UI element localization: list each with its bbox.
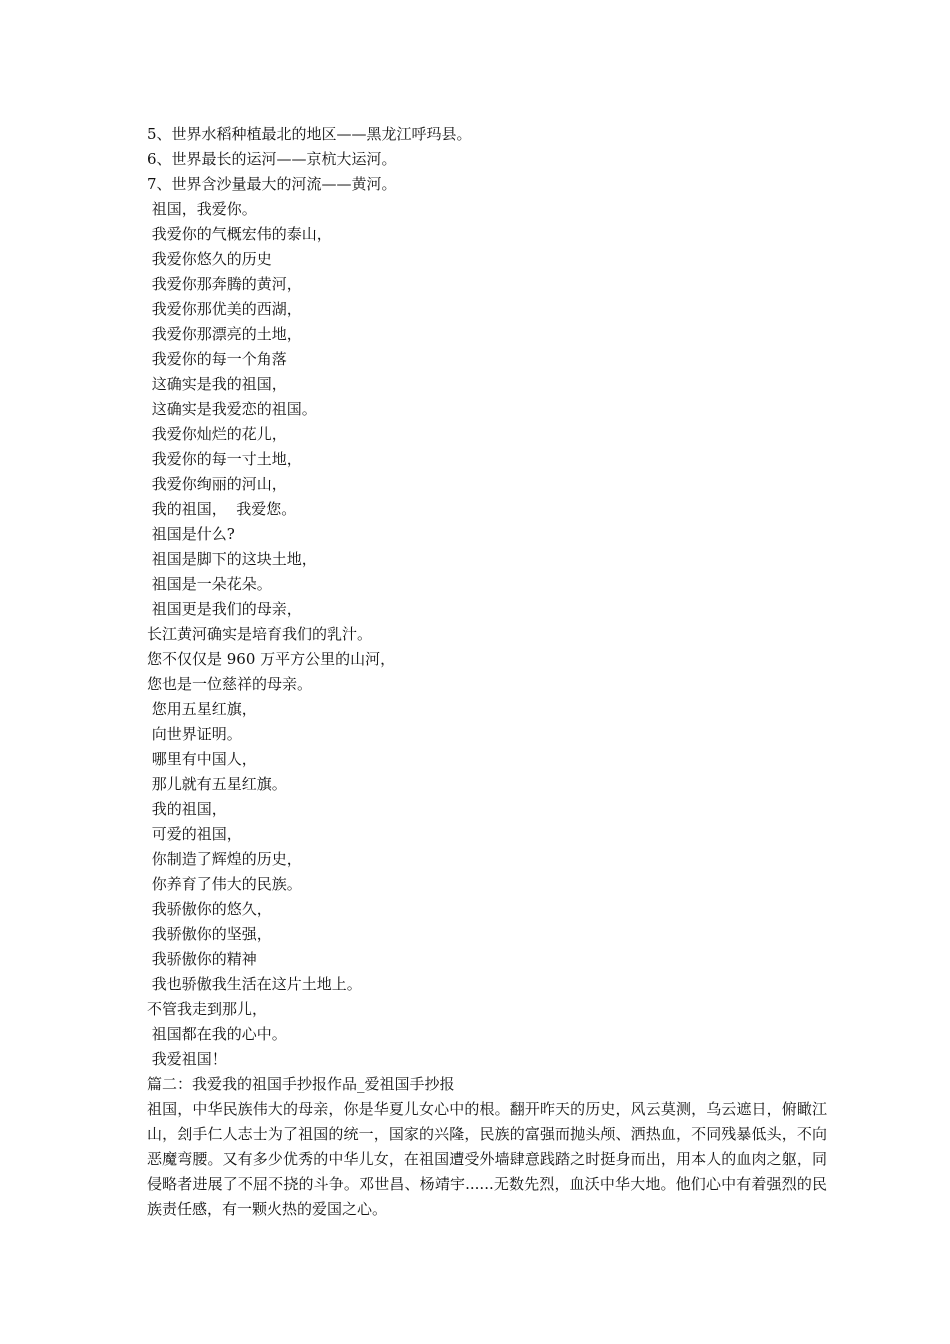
- poem-line: 你养育了伟大的民族。: [147, 875, 302, 893]
- poem-line: 我也骄傲我生活在这片土地上。: [147, 975, 362, 993]
- section-heading: 篇二：我爱我的祖国手抄报作品_爱祖国手抄报: [147, 1075, 455, 1093]
- poem-line: 向世界证明。: [147, 725, 242, 743]
- poem-line: 我骄傲你的悠久，: [147, 900, 272, 918]
- poem-line: 你制造了辉煌的历史，: [147, 850, 302, 868]
- poem-line: 我爱你那漂亮的土地，: [147, 325, 302, 343]
- poem-line: 我爱你灿烂的花儿，: [147, 425, 287, 443]
- poem-line: 我爱你的气概宏伟的泰山，: [147, 225, 332, 243]
- poem-line: 祖国更是我们的母亲，: [147, 600, 302, 618]
- document-body: [147, 122, 827, 1222]
- poem-line: 祖国是一朵花朵。: [147, 575, 272, 593]
- poem-line: 祖国是什么?: [147, 525, 235, 543]
- poem-line: 我爱你的每一寸土地，: [147, 450, 302, 468]
- poem-line: 我爱你绚丽的河山，: [147, 475, 287, 493]
- poem-line: 祖国是脚下的这块土地，: [147, 550, 317, 568]
- poem-line: 我的祖国，: [147, 800, 227, 818]
- poem-line: 您用五星红旗，: [147, 700, 257, 718]
- poem-line: 长江黄河确实是培育我们的乳汁。: [147, 625, 373, 643]
- poem-line: 我骄傲你的坚强，: [147, 925, 272, 943]
- poem-line: 您不仅仅是 960 万平方公里的山河，: [147, 650, 396, 668]
- body-paragraph: 祖国，中华民族伟大的母亲，你是华夏儿女心中的根。翻开昨天的历史，风云莫测，乌云遮日，俯瞰江山，刽手仁人志士为了祖国的统一，国家的兴隆，民族的富强而抛头颅、洒热血，不同残暴低头，不向恶魔弯腰。又有多少优秀的中华儿女，在祖国遭受外墙肆意践踏之时挺身而出，用本人的血肉之躯，同侵略者进展了不屈不挠的斗争。邓世昌、杨靖宇......无数先烈，血沃中华大地。他们心中有着强烈的民族责任感，有一颗火热的爱国之心。: [147, 1100, 827, 1218]
- poem-line: 可爱的祖国，: [147, 825, 242, 843]
- poem-line: 祖国，我爱你。: [147, 200, 257, 218]
- poem-line: 您也是一位慈祥的母亲。: [147, 675, 313, 693]
- poem-line: 我爱你悠久的历史: [147, 250, 272, 268]
- poem-line: 这确实是我爱恋的祖国。: [147, 400, 317, 418]
- poem-line: 我爱祖国！: [147, 1050, 227, 1068]
- list-item: 5、世界水稻种植最北的地区——黑龙江呼玛县。: [147, 125, 472, 143]
- list-item: 7、世界含沙量最大的河流——黄河。: [147, 175, 397, 193]
- poem-line: 不管我走到那儿，: [147, 1000, 268, 1018]
- poem-line: 我爱你那奔腾的黄河，: [147, 275, 302, 293]
- list-item: 6、世界最长的运河——京杭大运河。: [147, 150, 397, 168]
- poem-line: 我爱你那优美的西湖，: [147, 300, 302, 318]
- poem-line: 祖国都在我的心中。: [147, 1025, 287, 1043]
- poem-line: 哪里有中国人，: [147, 750, 257, 768]
- poem-line: 我的祖国， 我爱您。: [147, 500, 297, 518]
- poem-line: 那儿就有五星红旗。: [147, 775, 287, 793]
- poem-line: 我骄傲你的精神: [147, 950, 257, 968]
- poem-line: 这确实是我的祖国，: [147, 375, 287, 393]
- poem-line: 我爱你的每一个角落: [147, 350, 287, 368]
